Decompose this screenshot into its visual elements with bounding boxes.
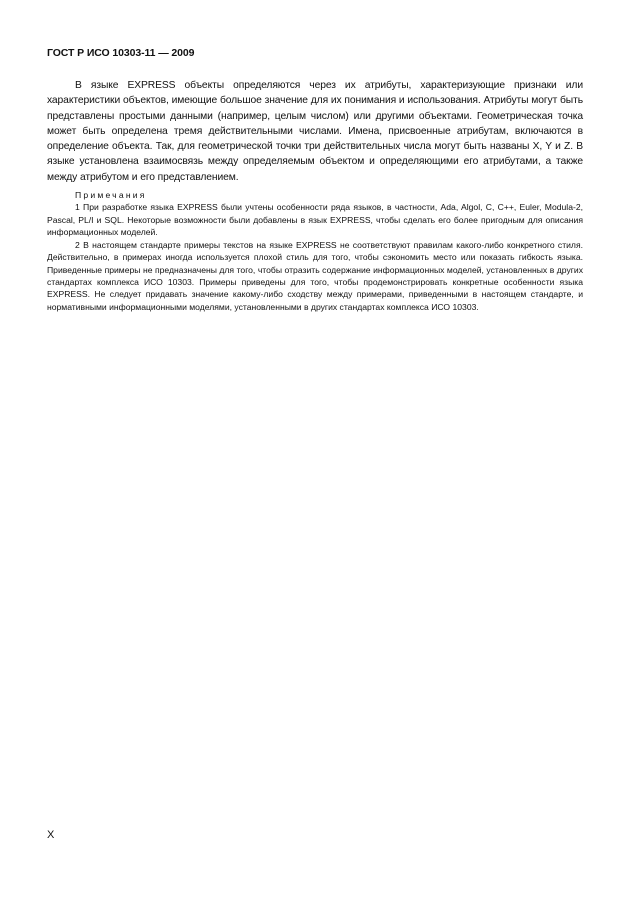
note-item-1: 1 При разработке языка EXPRESS были учтены особенности ряда языков, в частности, Ada, Algol, C, C++, Euler, Modula-2, Pascal, PL/I и SQL. Некоторые возможности были добавлены в язык EXPRESS, чтобы сделать его более пригодным для описания информационных моделей. [47,202,583,238]
body-paragraph: В языке EXPRESS объекты определяются через их атрибуты, характеризующие признаки или характеристики объектов, имеющие большое значение для их понимания и использования. Атрибуты могут быть представлены простыми данными (например, целым числом) или другими объектами. Геометрическая точка может быть определена тремя действительными числами. Имена, присвоенные атрибутам, включаются в определение объекта. Так, для геометрической точки три действительных числа могут быть названы X, Y и Z. В языке установлена взаимосвязь между определяемым объектом и определяющими его атрибутами, а также между атрибутом и его представлением. [47,80,583,183]
main-content [47,78,583,313]
page-number: X [47,829,55,841]
note-item-2: 2 В настоящем стандарте примеры текстов на языке EXPRESS не соответствуют правилам какого-либо конкретного стиля. Действительно, в примерах иногда используется плохой стиль для того, чтобы сэкономить место или показать гибкость языка. Приведенные примеры не предназначены для того, чтобы отразить содержание информационных моделей, установленных в других стандартах комплекса ИСО 10303. Примеры приведены для того, чтобы продемонстрировать конкретные особенности языка EXPRESS. Не следует придавать значение какому-либо сходству между примерами, приведенными в настоящем стандарте, и нормативными информационными моделями, установленными в других стандартах комплекса ИСО 10303. [47,239,583,312]
notes-title: Примечания [75,190,147,201]
document-header: ГОСТ Р ИСО 10303-11 — 2009 [47,47,195,59]
notes-section [47,189,583,313]
